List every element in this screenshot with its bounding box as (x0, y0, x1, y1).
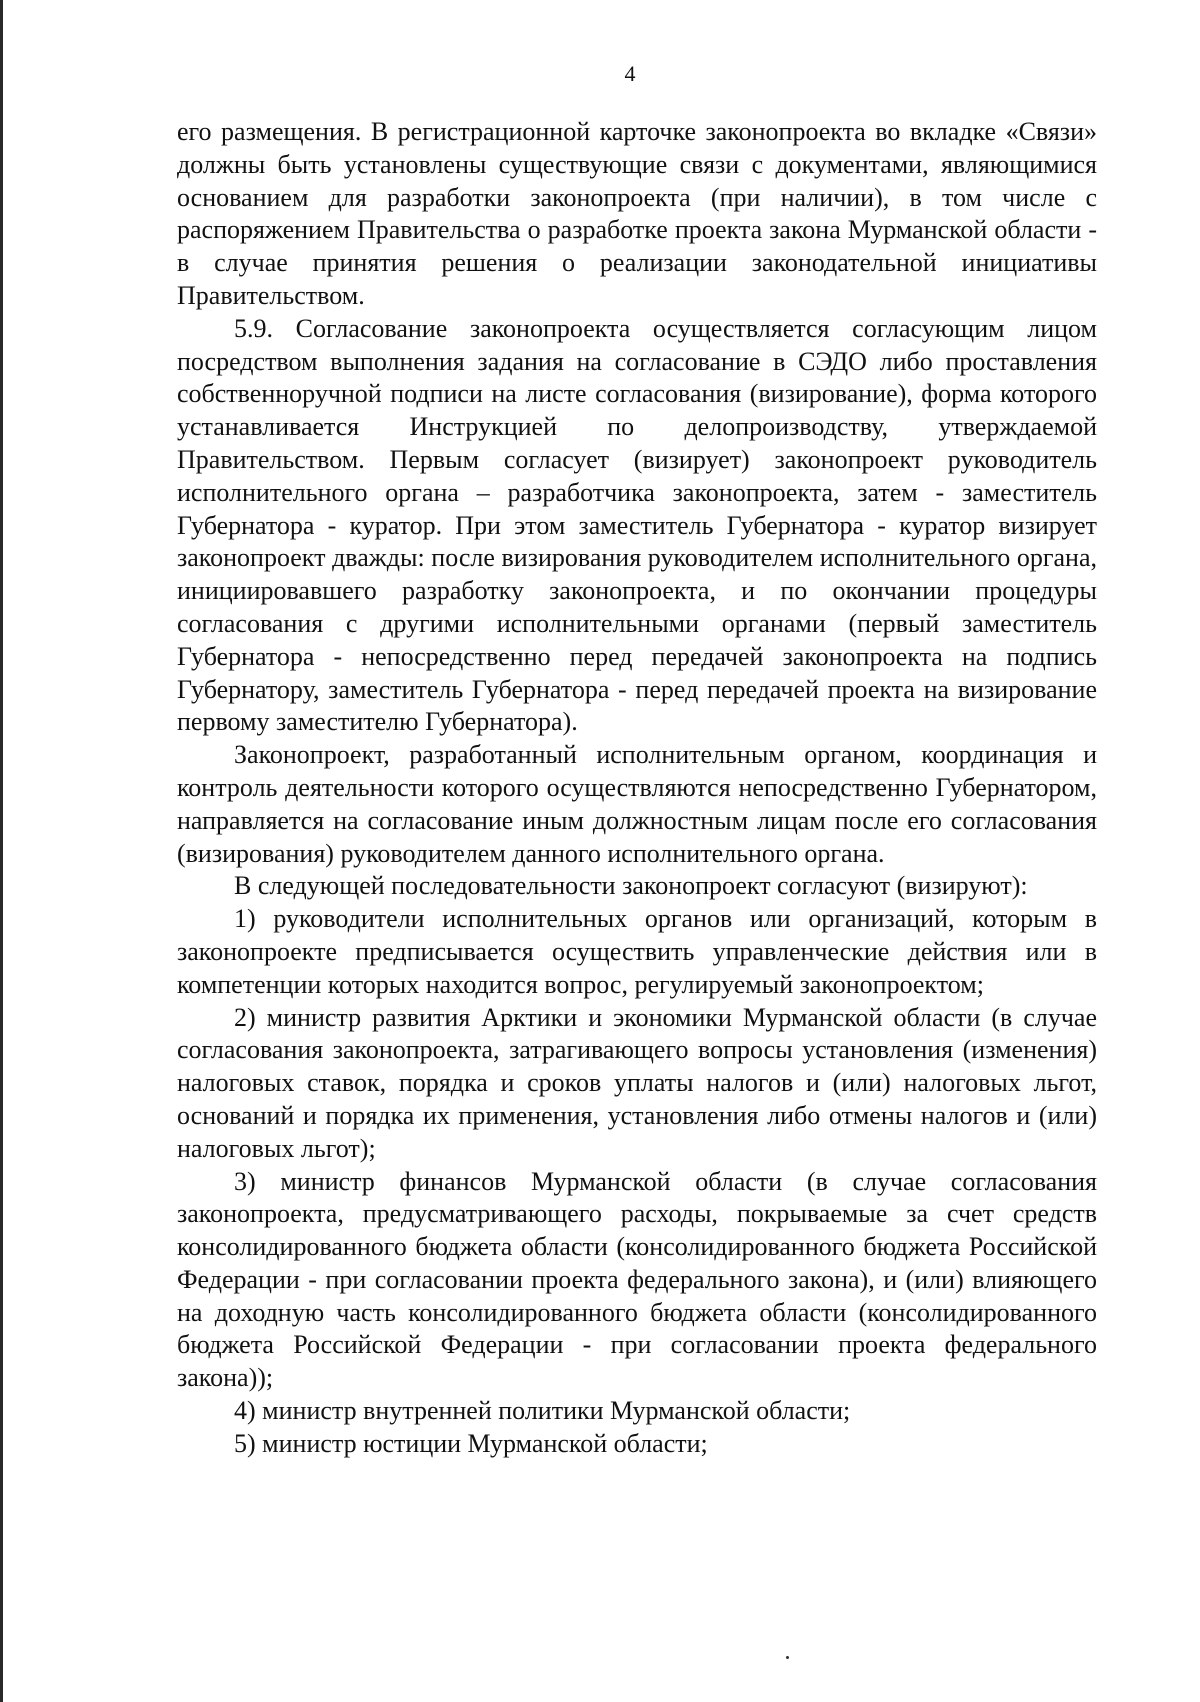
paragraph-governor-bill: Законопроект, разработанный исполнительным органом, координация и контроль деятельности которого осуществляются непосредственно Губернатором, направляется на согласование иным должностным лицам после его согласования (визирования) руководителем данного исполнительного органа. (177, 740, 1097, 868)
list-item-4: 4) министр внутренней политики Мурманской области; (234, 1396, 851, 1426)
paragraph-continuation: его размещения. В регистрационной карточке законопроекта во вкладке «Связи» должны быть установлены существующие связи с документами, являющимися основанием для разработки законопроекта (при наличии), в том числе с распоряжением Правительства о разработке проекта закона Мурманской области - в случае принятия решения о реализации законодательной инициативы Правительством. (177, 117, 1097, 310)
list-item-5: 5) министр юстиции Мурманской области; (234, 1428, 708, 1458)
scan-edge (0, 0, 3, 1702)
list-item-2: 2) министр развития Арктики и экономики Мурманской области (в случае согласования законопроекта, затрагивающего вопросы установления (изменения) налоговых ставок, порядка и сроков уплаты налогов и (или) налоговых льгот, оснований и порядка их применения, установления либо отмены налогов и (или) налоговых льгот); (177, 1002, 1097, 1163)
paragraph-5-9: 5.9. Согласование законопроекта осуществляется согласующим лицом посредством выполнения задания на согласование в СЭДО либо проставления собственноручной подписи на листе согласования (визирование), форма которого устанавливается Инструкцией по делопроизводству, утверждаемой Правительством. Первым согласует (визирует) законопроект руководитель исполнительного органа – разработчика законопроекта, затем - заместитель Губернатора - куратор. При этом заместитель Губернатора - куратор визирует законопроект дважды: после визирования руководителем исполнительного органа, инициировавшего разработку законопроекта, и по окончании процедуры согласования с другими исполнительными органами (первый заместитель Губернатора - непосредственно перед передачей законопроекта на подпись Губернатору, заместитель Губернатора - перед передачей проекта на визирование первому заместителю Губернатора). (177, 313, 1097, 737)
document-body (177, 116, 1097, 1461)
list-item-1: 1) руководители исполнительных органов или организаций, которым в законопроекте предписывается осуществить управленческие действия или в компетенции которых находится вопрос, регулируемый законопроектом; (177, 904, 1097, 999)
list-item-3: 3) министр финансов Мурманской области (в случае согласования законопроекта, предусматривающего расходы, покрываемые за счет средств консолидированного бюджета области (консолидированного бюджета Российской Федерации - при согласовании проекта федерального закона), и (или) влияющего на доходную часть консолидированного бюджета области (консолидированного бюджета Российской Федерации - при согласовании проекта федерального закона)); (177, 1166, 1097, 1393)
page-number: 4 (624, 61, 636, 86)
paragraph-sequence-intro: В следующей последовательности законопроект согласуют (визируют): (234, 871, 1028, 901)
scan-speck (786, 1656, 789, 1659)
